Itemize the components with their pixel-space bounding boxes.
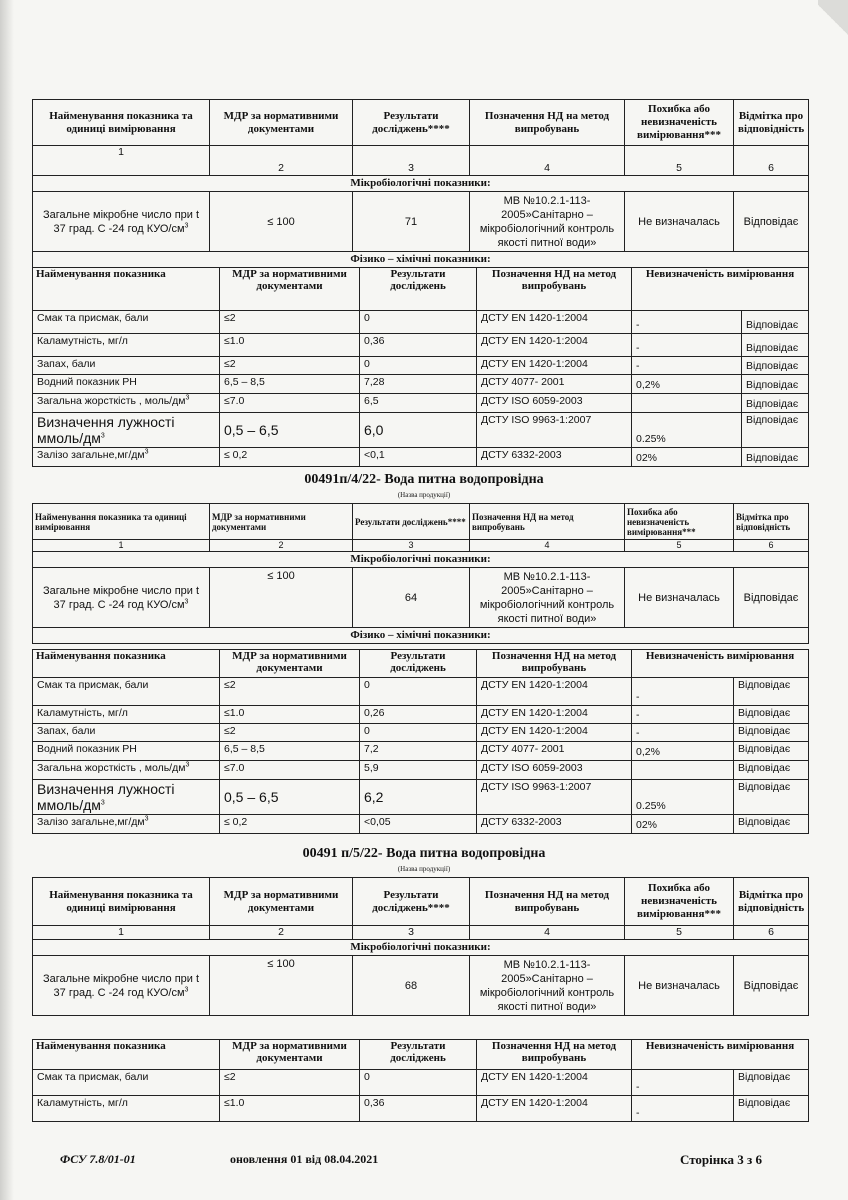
row-mark: Відповідає — [742, 357, 809, 375]
row-method: ДСТУ ISO 9963-1:2007 — [477, 413, 632, 448]
micro-mark: Відповідає — [734, 956, 809, 1016]
row-name: Визначення лужності ммоль/$дм^3$ — [33, 413, 220, 448]
col-header-mdr: МДР за нормативними документами — [210, 878, 353, 926]
micro-method: МВ №10.2.1-113-2005»Санітарно – мікробіологічний контроль якості питної води» — [470, 956, 625, 1016]
col-header-mark: Відмітка про відповідність — [734, 878, 809, 926]
row-mark: Відповідає — [742, 394, 809, 413]
row-result: 0 — [360, 678, 477, 706]
col-header-uncertainty: Похибка або невизначеність вимірювання*** — [625, 504, 734, 540]
block3-phys-table — [32, 1039, 809, 1122]
col-number: 3 — [353, 926, 470, 940]
row-mark: Відповідає — [742, 448, 809, 467]
row-mdr: ≤1.0 — [220, 706, 360, 724]
phys-header-result: Результати досліджень — [360, 650, 477, 678]
micro-name: Загальне мікробне число при t 37 град. С -24 год КУО/$см^3$ — [33, 956, 210, 1016]
table-row — [33, 761, 809, 780]
table-row — [33, 1070, 809, 1096]
row-method: ДСТУ ISO 6059-2003 — [477, 761, 632, 780]
row-uncertainty: 0.25% — [632, 413, 742, 448]
update-note: оновлення 01 від 08.04.2021 — [230, 1152, 379, 1166]
row-mark: Відповідає — [734, 724, 809, 742]
row-name: Водний показник РН — [33, 375, 220, 394]
micro-result: 68 — [353, 956, 470, 1016]
col-header-name: Найменування показника та одиниці вимірювання — [33, 878, 210, 926]
row-method: ДСТУ ISO 6059-2003 — [477, 394, 632, 413]
row-mark: Відповідає — [742, 413, 809, 448]
col-number: 5 — [625, 926, 734, 940]
page-corner — [818, 0, 848, 40]
micro-mdr: ≤ 100 — [210, 568, 353, 628]
row-mark: Відповідає — [734, 678, 809, 706]
col-header-mark: Відмітка про відповідність — [734, 100, 809, 146]
col-number: 6 — [734, 926, 809, 940]
row-uncertainty — [632, 761, 734, 780]
row-mdr: 6,5 – 8,5 — [220, 742, 360, 761]
phys-header-name: Найменування показника — [33, 268, 220, 311]
table-row — [33, 706, 809, 724]
row-mark: Відповідає — [734, 761, 809, 780]
row-uncertainty: 0,2% — [632, 375, 742, 394]
col-number: 4 — [470, 146, 625, 176]
row-mdr: 0,5 – 6,5 — [220, 413, 360, 448]
row-mark: Відповідає — [734, 706, 809, 724]
row-mdr: ≤2 — [220, 357, 360, 375]
row-result: 0 — [360, 311, 477, 334]
row-result: 0 — [360, 1070, 477, 1096]
table-row — [33, 780, 809, 815]
row-name: Каламутність, мг/л — [33, 334, 220, 357]
row-method: ДСТУ EN 1420-1:2004 — [477, 678, 632, 706]
row-mark: Відповідає — [734, 815, 809, 834]
row-result: 0,36 — [360, 1096, 477, 1122]
col-number: 5 — [625, 146, 734, 176]
section-title-phys: Фізико – хімічні показники: — [33, 628, 809, 644]
product-title-3: 00491 п/5/22- Вода питна водопровідна — [302, 846, 546, 861]
block1-phys-table — [32, 267, 809, 467]
block2-phys-table — [32, 649, 809, 834]
row-method: ДСТУ EN 1420-1:2004 — [477, 706, 632, 724]
row-method: ДСТУ 4077- 2001 — [477, 375, 632, 394]
col-number: 3 — [353, 540, 470, 552]
row-mdr: ≤ 0,2 — [220, 815, 360, 834]
phys-header-uncertainty: Невизначеність вимірювання — [632, 268, 809, 311]
row-name: Загальна жорсткість , моль/$дм^3$ — [33, 394, 220, 413]
page-edge-shadow — [0, 0, 14, 1200]
phys-header-uncertainty: Невизначеність вимірювання — [632, 650, 809, 678]
micro-mark: Відповідає — [734, 192, 809, 252]
table-row — [33, 724, 809, 742]
row-method: ДСТУ 4077- 2001 — [477, 742, 632, 761]
col-header-result: Результати досліджень**** — [353, 100, 470, 146]
row-mdr: ≤2 — [220, 1070, 360, 1096]
phys-header-mdr: МДР за нормативними документами — [220, 1040, 360, 1070]
row-method: ДСТУ EN 1420-1:2004 — [477, 334, 632, 357]
section-title-phys: Фізико – хімічні показники: — [33, 252, 809, 268]
row-name: Каламутність, мг/л — [33, 1096, 220, 1122]
phys-header-name: Найменування показника — [33, 650, 220, 678]
row-name: Загальна жорсткість , моль/$дм^3$ — [33, 761, 220, 780]
micro-result: 64 — [353, 568, 470, 628]
col-header-result: Результати досліджень**** — [353, 878, 470, 926]
row-method: ДСТУ EN 1420-1:2004 — [477, 1070, 632, 1096]
row-mdr: ≤2 — [220, 724, 360, 742]
product-subtitle-3: (Назва продукції) — [397, 865, 451, 873]
row-method: ДСТУ ISO 9963-1:2007 — [477, 780, 632, 815]
col-header-mdr: МДР за нормативними документами — [210, 504, 353, 540]
col-number: 2 — [210, 146, 353, 176]
row-result: <0,1 — [360, 448, 477, 467]
row-result: 0,36 — [360, 334, 477, 357]
section-title-micro: Мікробіологічні показники: — [33, 176, 809, 192]
row-result: 0,26 — [360, 706, 477, 724]
row-uncertainty: 02% — [632, 448, 742, 467]
table-row — [33, 375, 809, 394]
row-result: 0 — [360, 724, 477, 742]
micro-method: МВ №10.2.1-113-2005»Санітарно – мікробіологічний контроль якості питної води» — [470, 568, 625, 628]
col-header-result: Результати досліджень**** — [353, 504, 470, 540]
row-result: <0,05 — [360, 815, 477, 834]
micro-uncertainty: Не визначалась — [625, 568, 734, 628]
row-uncertainty: - — [632, 678, 734, 706]
row-uncertainty: - — [632, 724, 734, 742]
row-mark: Відповідає — [734, 1070, 809, 1096]
row-mark: Відповідає — [742, 334, 809, 357]
block3-header-table — [32, 877, 809, 1016]
col-header-uncertainty: Похибка або невизначеність вимірювання*** — [625, 100, 734, 146]
row-result: 0 — [360, 357, 477, 375]
row-mdr: 6,5 – 8,5 — [220, 375, 360, 394]
phys-header-uncertainty: Невизначеність вимірювання — [632, 1040, 809, 1070]
row-name: Запах, бали — [33, 724, 220, 742]
row-name: Запах, бали — [33, 357, 220, 375]
col-number: 2 — [210, 540, 353, 552]
table-row — [33, 448, 809, 467]
phys-header-mdr: МДР за нормативними документами — [220, 650, 360, 678]
table-row — [33, 815, 809, 834]
col-number: 2 — [210, 926, 353, 940]
table-row — [33, 394, 809, 413]
row-name: Каламутність, мг/л — [33, 706, 220, 724]
row-uncertainty: 0.25% — [632, 780, 734, 815]
row-result: 5,9 — [360, 761, 477, 780]
form-code: ФСУ 7.8/01-01 — [60, 1152, 136, 1166]
col-number: 1 — [33, 540, 210, 552]
col-number: 6 — [734, 540, 809, 552]
row-mark: Відповідає — [734, 742, 809, 761]
section-title-micro: Мікробіологічні показники: — [33, 552, 809, 568]
row-mdr: ≤1.0 — [220, 334, 360, 357]
row-mark: Відповідає — [742, 311, 809, 334]
section-title-micro: Мікробіологічні показники: — [33, 940, 809, 956]
col-number: 3 — [353, 146, 470, 176]
row-mdr: 0,5 – 6,5 — [220, 780, 360, 815]
micro-method: МВ №10.2.1-113-2005»Санітарно – мікробіологічний контроль якості питної води» — [470, 192, 625, 252]
row-mark: Відповідає — [742, 375, 809, 394]
row-method: ДСТУ 6332-2003 — [477, 815, 632, 834]
col-number: 6 — [734, 146, 809, 176]
row-mark: Відповідає — [734, 1096, 809, 1122]
col-header-name: Найменування показника та одиниці вимірювання — [33, 504, 210, 540]
table-row — [33, 1096, 809, 1122]
row-name: Смак та присмак, бали — [33, 311, 220, 334]
row-uncertainty: - — [632, 706, 734, 724]
micro-name: Загальне мікробне число при t 37 град. С -24 год КУО/$см^3$ — [33, 568, 210, 628]
col-header-mark: Відмітка про відповідність — [734, 504, 809, 540]
row-mark: Відповідає — [734, 780, 809, 815]
row-uncertainty: - — [632, 311, 742, 334]
col-header-method: Позначення НД на метод випробувань — [470, 100, 625, 146]
row-mdr: ≤ 0,2 — [220, 448, 360, 467]
block2-header-table — [32, 503, 809, 644]
col-header-name: Найменування показника та одиниці вимірювання — [33, 100, 210, 146]
col-number: 4 — [470, 926, 625, 940]
row-name: Водний показник РН — [33, 742, 220, 761]
block1-header-table — [32, 99, 809, 268]
phys-header-mdr: МДР за нормативними документами — [220, 268, 360, 311]
row-result: 6,0 — [360, 413, 477, 448]
row-name: Смак та присмак, бали — [33, 1070, 220, 1096]
row-uncertainty: - — [632, 1096, 734, 1122]
table-row — [33, 334, 809, 357]
phys-header-result: Результати досліджень — [360, 268, 477, 311]
micro-uncertainty: Не визначалась — [625, 192, 734, 252]
page-number: Сторінка 3 з 6 — [680, 1152, 763, 1167]
table-row — [33, 742, 809, 761]
row-name: Залізо $загальне,мг/дм^3$ — [33, 815, 220, 834]
col-header-mdr: МДР за нормативними документами — [210, 100, 353, 146]
phys-header-method: Позначення НД на метод випробувань — [477, 650, 632, 678]
row-uncertainty — [632, 394, 742, 413]
col-header-method: Позначення НД на метод випробувань — [470, 878, 625, 926]
row-uncertainty: 0,2% — [632, 742, 734, 761]
table-row — [33, 678, 809, 706]
row-mdr: ≤2 — [220, 311, 360, 334]
col-header-method: Позначення НД на метод випробувань — [470, 504, 625, 540]
row-mdr: ≤7.0 — [220, 394, 360, 413]
micro-name: Загальне мікробне число при t 37 град. С -24 год КУО/$см^3$ — [33, 192, 210, 252]
row-uncertainty: - — [632, 357, 742, 375]
row-mdr: ≤1.0 — [220, 1096, 360, 1122]
row-uncertainty: 02% — [632, 815, 734, 834]
micro-mdr: ≤ 100 — [210, 956, 353, 1016]
row-method: ДСТУ EN 1420-1:2004 — [477, 1096, 632, 1122]
row-result: 6,5 — [360, 394, 477, 413]
product-subtitle-2: (Назва продукції) — [397, 491, 451, 499]
phys-header-method: Позначення НД на метод випробувань — [477, 1040, 632, 1070]
col-number: 1 — [33, 926, 210, 940]
col-number: 1 — [33, 146, 210, 176]
row-uncertainty: - — [632, 334, 742, 357]
row-mdr: ≤2 — [220, 678, 360, 706]
table-row — [33, 413, 809, 448]
row-mdr: ≤7.0 — [220, 761, 360, 780]
row-name: Смак та присмак, бали — [33, 678, 220, 706]
row-method: ДСТУ EN 1420-1:2004 — [477, 357, 632, 375]
micro-mdr: ≤ 100 — [210, 192, 353, 252]
col-header-uncertainty: Похибка або невизначеність вимірювання*** — [625, 878, 734, 926]
table-row — [33, 311, 809, 334]
micro-uncertainty: Не визначалась — [625, 956, 734, 1016]
row-method: ДСТУ 6332-2003 — [477, 448, 632, 467]
table-row — [33, 357, 809, 375]
micro-mark: Відповідає — [734, 568, 809, 628]
product-title-2: 00491п/4/22- Вода питна водопровідна — [304, 472, 544, 487]
row-name: Визначення лужності ммоль/$дм^3$ — [33, 780, 220, 815]
row-uncertainty: - — [632, 1070, 734, 1096]
phys-header-name: Найменування показника — [33, 1040, 220, 1070]
row-method: ДСТУ EN 1420-1:2004 — [477, 724, 632, 742]
phys-header-method: Позначення НД на метод випробувань — [477, 268, 632, 311]
row-name: Залізо $загальне,мг/дм^3$ — [33, 448, 220, 467]
row-result: 7,2 — [360, 742, 477, 761]
row-result: 7,28 — [360, 375, 477, 394]
col-number: 4 — [470, 540, 625, 552]
col-number: 5 — [625, 540, 734, 552]
micro-result: 71 — [353, 192, 470, 252]
row-result: 6,2 — [360, 780, 477, 815]
row-method: ДСТУ EN 1420-1:2004 — [477, 311, 632, 334]
phys-header-result: Результати досліджень — [360, 1040, 477, 1070]
